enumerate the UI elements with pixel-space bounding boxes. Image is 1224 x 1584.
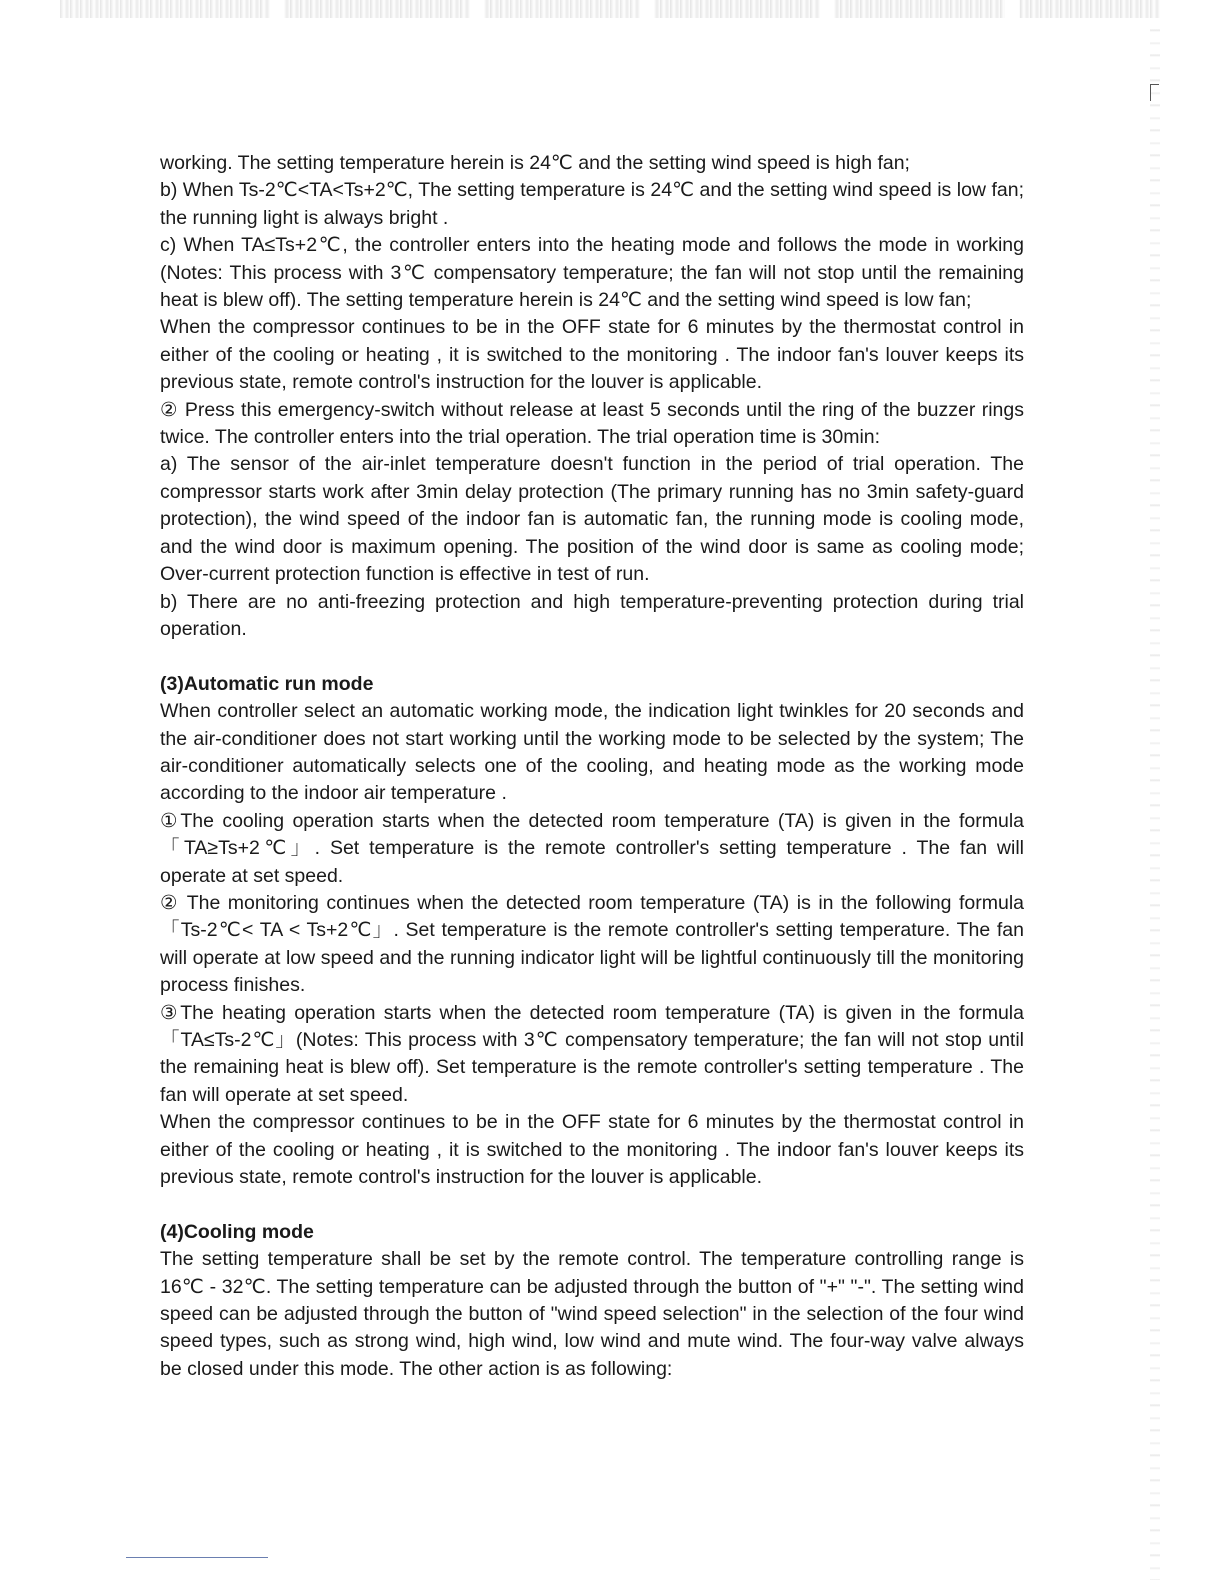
intro-paragraph: working. The setting temperature herein is 24℃ and the setting wind speed is high fan;: [160, 152, 910, 174]
section-paragraph: ② The monitoring continues when the detected room temperature (TA) is in the following formula 「Ts-2℃< TA < Ts+2℃」. Set temperature is the remote controller's setting temperature. The fan will operate at low speed and the running indicator light will be lightful continuously till the monitoring process finishes.: [160, 891, 1024, 997]
document-body: [160, 150, 1024, 1383]
section-spacer: [160, 1191, 1024, 1218]
section-paragraph: ①The cooling operation starts when the detected room temperature (TA) is given in the formula「TA≥Ts+2℃」. Set temperature is the remote controller's setting temperature . The fan will operate at set speed.: [160, 809, 1024, 887]
section-paragraph: When controller select an automatic working mode, the indication light twinkles for 20 seconds and the air-conditioner does not start working until the working mode to be selected by the system; The air-conditioner automatically selects one of the cooling, and heating mode as the working mode according to the indoor air temperature .: [160, 700, 1024, 805]
section-paragraph: ③The heating operation starts when the detected room temperature (TA) is given in the formula「TA≤Ts-2℃」(Notes: This process with 3℃ compensatory temperature; the fan will not stop until the remaining heat is blew off). Set temperature is the remote controller's setting temperature . The fan will operate at set speed.: [160, 1001, 1024, 1106]
intro-section: [160, 150, 1024, 643]
footnote-rule: [126, 1557, 268, 1558]
cooling-mode-section: [160, 1219, 1024, 1383]
intro-paragraph: c) When TA≤Ts+2℃, the controller enters into the heating mode and follows the mode in working (Notes: This process with 3℃ compensatory temperature; the fan will not stop until the remaining heat is blew off). The setting temperature herein is 24℃ and the setting wind speed is low fan;: [160, 234, 1024, 312]
section-paragraph: The setting temperature shall be set by the remote control. The temperature controlling range is 16℃ - 32℃. The setting temperature can be adjusted through the button of "+" "-". The setting wind speed can be adjusted through the button of "wind speed selection" in the selection of the four wind speed types, such as strong wind, high wind, low wind and mute wind. The four-way valve always be closed under this mode. The other action is as following:: [160, 1248, 1024, 1380]
scan-corner-mark: [1150, 84, 1159, 101]
intro-paragraph: ② Press this emergency-switch without release at least 5 seconds until the ring of the buzzer rings twice. The controller enters into the trial operation. The trial operation time is 30min:: [160, 398, 1024, 449]
scan-right-edge: [1150, 20, 1160, 1580]
automatic-run-mode-section: [160, 671, 1024, 1192]
section-paragraph: When the compressor continues to be in the OFF state for 6 minutes by the thermostat control in either of the cooling or heating , it is switched to the monitoring . The indoor fan's louver keeps its previous state, remote control's instruction for the louver is applicable.: [160, 1111, 1024, 1189]
intro-paragraph: When the compressor continues to be in the OFF state for 6 minutes by the thermostat control in either of the cooling or heating , it is switched to the monitoring . The indoor fan's louver keeps its previous state, remote control's instruction for the louver is applicable.: [160, 316, 1024, 394]
intro-paragraph: b) When Ts-2℃<TA<Ts+2℃, The setting temperature is 24℃ and the setting wind speed is low fan; the running light is always bright .: [160, 179, 1024, 229]
scan-top-edge: [60, 0, 1160, 18]
section-spacer: [160, 643, 1024, 670]
section-heading-automatic-run-mode: (3)Automatic run mode: [160, 672, 374, 695]
intro-paragraph: b) There are no anti-freezing protection and high temperature-preventing protection during trial operation.: [160, 590, 1024, 640]
intro-paragraph: a) The sensor of the air-inlet temperature doesn't function in the period of trial operation. The compressor starts work after 3min delay protection (The primary running has no 3min safety-guard protection), the wind speed of the indoor fan is automatic fan, the running mode is cooling mode, and the wind door is maximum opening. The position of the wind door is same as cooling mode; Over-current protection function is effective in test of run.: [160, 453, 1024, 586]
section-heading-cooling-mode: (4)Cooling mode: [160, 1220, 314, 1243]
